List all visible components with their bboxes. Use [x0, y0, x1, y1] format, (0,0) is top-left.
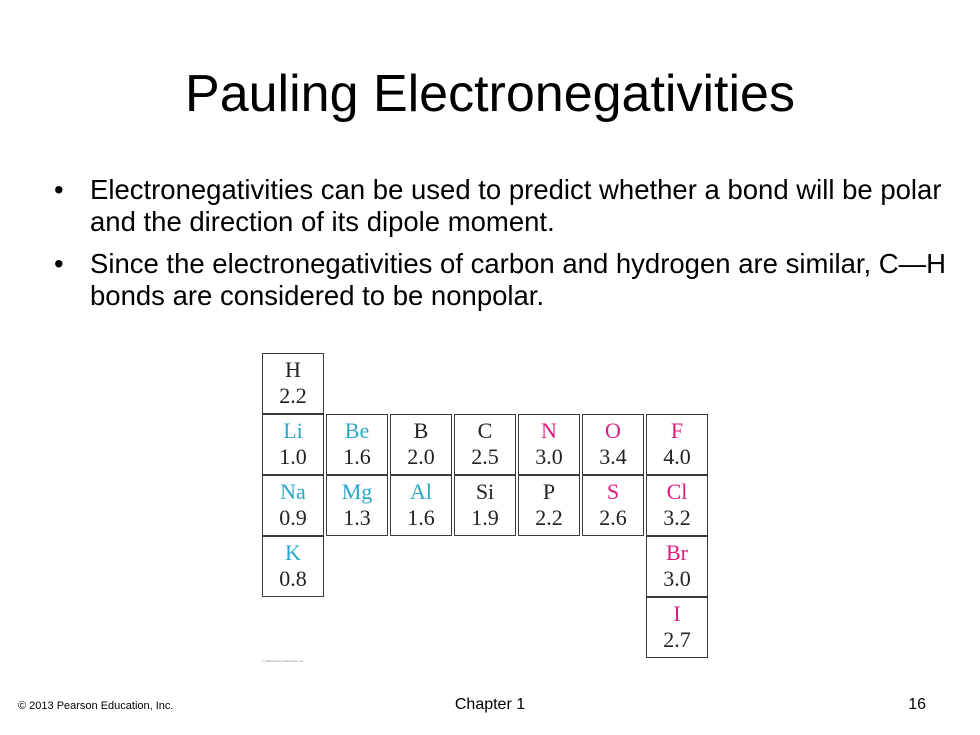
element-symbol: F [670, 418, 684, 443]
element-symbol: Al [410, 479, 432, 504]
element-cell-mg [326, 475, 388, 536]
element-cell-p [518, 475, 580, 536]
element-cell-li [262, 414, 324, 475]
electronegativity-table [262, 353, 716, 661]
element-symbol: S [606, 479, 620, 504]
element-electronegativity: 2.2 [535, 505, 563, 530]
element-cell-k [262, 536, 324, 597]
bullet-text: Electronegativities can be used to predict whether a bond will be polar and the direction of its dipole moment. [90, 174, 942, 237]
element-symbol: Br [666, 540, 688, 565]
element-symbol: Mg [341, 479, 373, 504]
bullet-item [48, 248, 948, 312]
element-electronegativity: 3.4 [599, 444, 627, 469]
element-cell-i [646, 597, 708, 658]
element-cell-h [262, 353, 324, 414]
element-cell-o [582, 414, 644, 475]
element-cell-si [454, 475, 516, 536]
element-cell-n [518, 414, 580, 475]
bullet-list [48, 174, 948, 322]
element-symbol: P [542, 479, 556, 504]
element-electronegativity: 2.6 [599, 505, 627, 530]
element-electronegativity: 3.2 [663, 505, 691, 530]
element-symbol: N [541, 418, 557, 443]
element-symbol: Be [344, 418, 370, 443]
element-cell-na [262, 475, 324, 536]
element-electronegativity: 2.0 [407, 444, 435, 469]
element-electronegativity: 2.7 [663, 627, 691, 652]
element-electronegativity: 1.3 [343, 505, 371, 530]
element-electronegativity: 0.8 [279, 566, 307, 591]
element-symbol: B [413, 418, 429, 443]
element-symbol: H [285, 357, 301, 382]
footer-page-number: 16 [908, 696, 926, 713]
element-cell-s [582, 475, 644, 536]
element-cell-br [646, 536, 708, 597]
bullet-text: Since the electronegativities of carbon and hydrogen are similar, C—H bonds are considered to be nonpolar. [90, 248, 947, 311]
slide-title: Pauling Electronegativities [185, 65, 795, 123]
element-cell-cl [646, 475, 708, 536]
element-electronegativity: 1.0 [279, 444, 307, 469]
element-symbol: Cl [666, 479, 688, 504]
footer-chapter: Chapter 1 [454, 696, 526, 713]
element-cell-b [390, 414, 452, 475]
element-symbol: I [673, 601, 681, 626]
element-cell-f [646, 414, 708, 475]
element-electronegativity: 3.0 [663, 566, 691, 591]
element-cell-al [390, 475, 452, 536]
bullet-item [48, 174, 948, 238]
element-electronegativity: 2.2 [279, 383, 307, 408]
element-symbol: Si [475, 479, 495, 504]
element-cell-c [454, 414, 516, 475]
element-symbol: K [285, 540, 301, 565]
element-symbol: O [605, 418, 621, 443]
element-electronegativity: 1.9 [471, 505, 499, 530]
element-symbol: Li [283, 418, 303, 443]
table-image-copyright: © 2013 Pearson Education, Inc. [262, 659, 305, 663]
element-electronegativity: 3.0 [535, 444, 563, 469]
element-symbol: Na [280, 479, 306, 504]
element-electronegativity: 1.6 [407, 505, 435, 530]
bullet-glyph: • [54, 174, 64, 205]
element-electronegativity: 2.5 [471, 444, 499, 469]
footer-copyright: © 2013 Pearson Education, Inc. [18, 700, 174, 712]
element-electronegativity: 4.0 [663, 444, 691, 469]
element-electronegativity: 0.9 [279, 505, 307, 530]
element-cell-be [326, 414, 388, 475]
element-electronegativity: 1.6 [343, 444, 371, 469]
element-symbol: C [477, 418, 493, 443]
bullet-glyph: • [54, 248, 64, 279]
